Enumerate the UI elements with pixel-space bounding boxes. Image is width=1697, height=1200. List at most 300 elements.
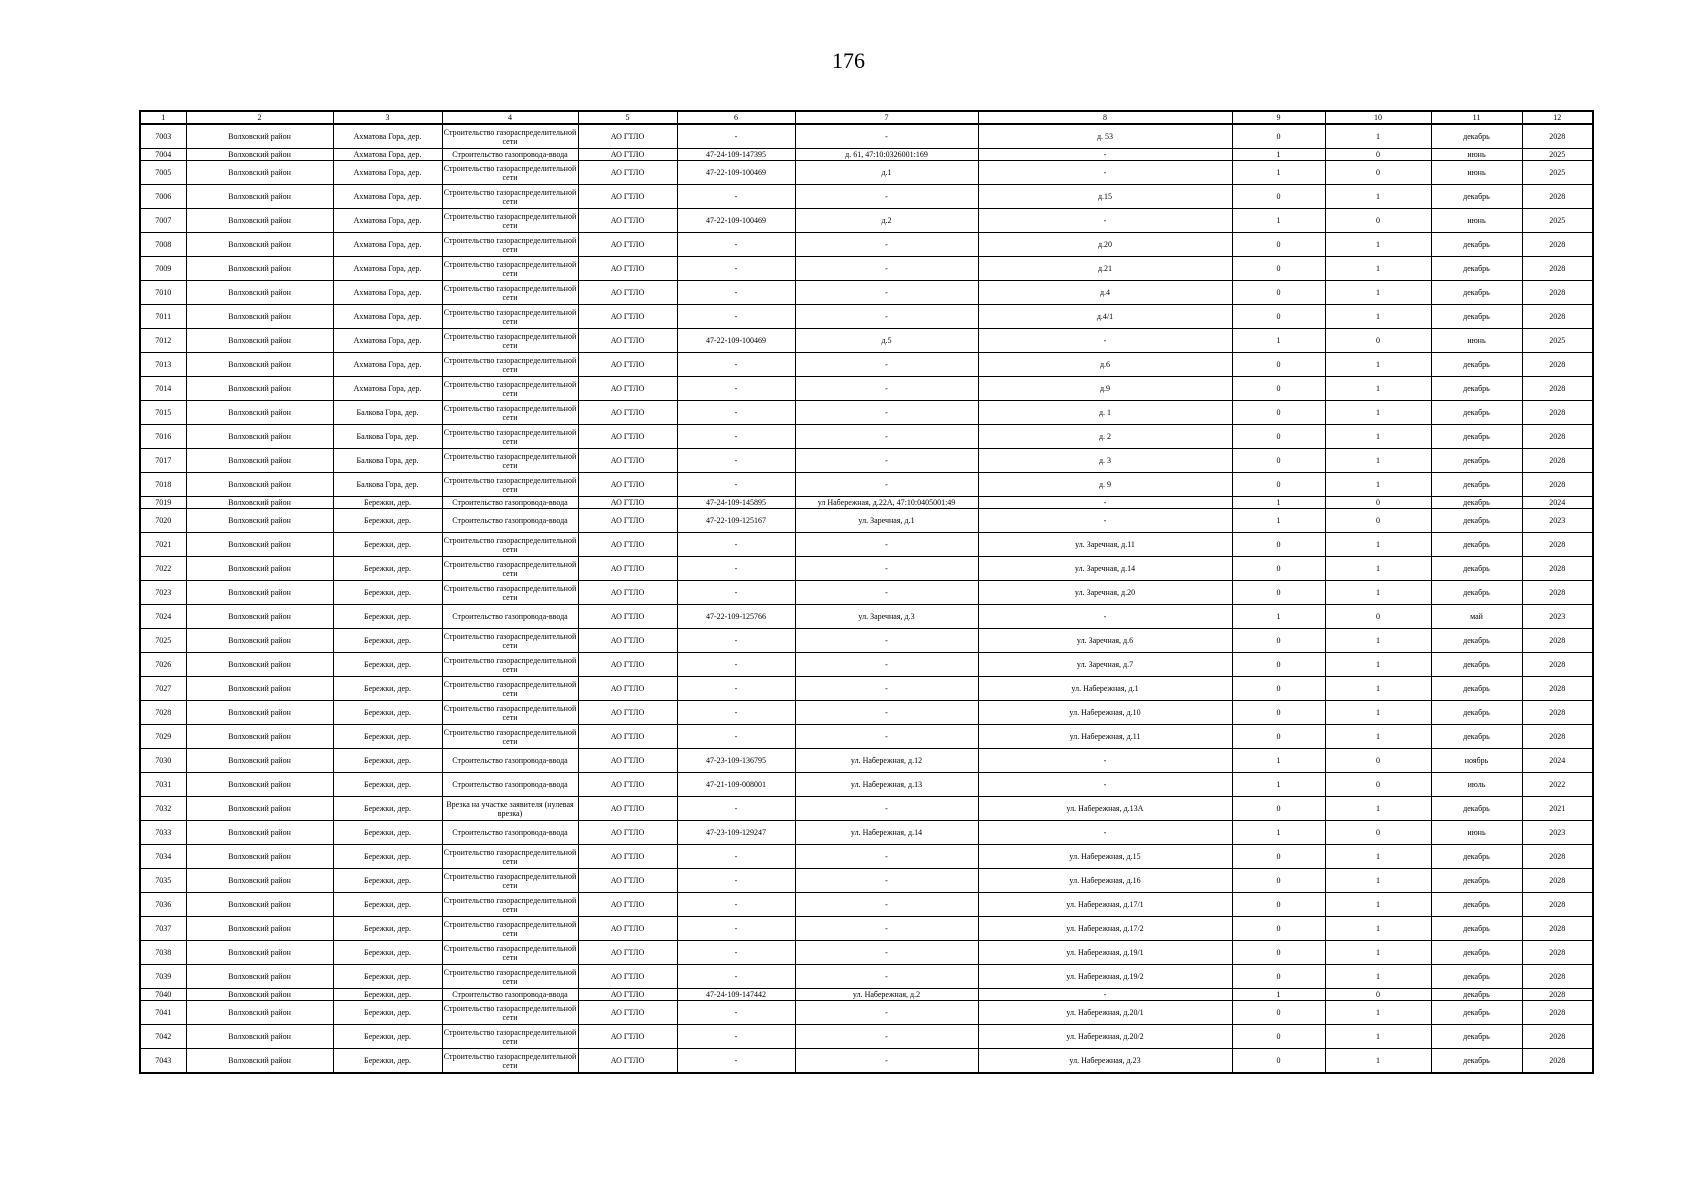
network-address-cell: ул. Набережная, д.16 [978, 869, 1232, 893]
table-row [140, 917, 1593, 941]
connection-address-cell: - [795, 893, 978, 917]
column-10-count-cell: 1 [1325, 1025, 1431, 1049]
row-number-cell: 7033 [140, 821, 186, 845]
organization-cell: АО ГТЛО [578, 941, 677, 965]
row-number-cell: 7008 [140, 233, 186, 257]
district-cell: Волховский район [186, 257, 333, 281]
column-9-count-cell: 1 [1232, 509, 1325, 533]
column-10-count-cell: 1 [1325, 473, 1431, 497]
column-10-count-cell: 0 [1325, 773, 1431, 797]
organization-cell: АО ГТЛО [578, 281, 677, 305]
district-cell: Волховский район [186, 581, 333, 605]
network-address-cell: - [978, 161, 1232, 185]
row-number-cell: 7014 [140, 377, 186, 401]
district-cell: Волховский район [186, 329, 333, 353]
organization-cell: АО ГТЛО [578, 725, 677, 749]
column-10-count-cell: 1 [1325, 1001, 1431, 1025]
column-9-count-cell: 0 [1232, 257, 1325, 281]
connection-address-cell: - [795, 965, 978, 989]
table-row [140, 965, 1593, 989]
year-cell: 2028 [1522, 917, 1593, 941]
connection-address-cell: - [795, 305, 978, 329]
district-cell: Волховский район [186, 124, 333, 149]
connection-address-cell: д. 61, 47:10:0326001:169 [795, 149, 978, 161]
column-10-count-cell: 1 [1325, 845, 1431, 869]
table-row [140, 209, 1593, 233]
organization-cell: АО ГТЛО [578, 677, 677, 701]
column-9-count-cell: 1 [1232, 749, 1325, 773]
network-address-cell: - [978, 329, 1232, 353]
district-cell: Волховский район [186, 989, 333, 1001]
row-number-cell: 7012 [140, 329, 186, 353]
column-9-count-cell: 0 [1232, 185, 1325, 209]
district-cell: Волховский район [186, 509, 333, 533]
organization-cell: АО ГТЛО [578, 845, 677, 869]
connection-address-cell: - [795, 869, 978, 893]
network-address-cell: д. 2 [978, 425, 1232, 449]
network-address-cell: ул. Набережная, д.20/1 [978, 1001, 1232, 1025]
application-number-cell: - [677, 845, 795, 869]
district-cell: Волховский район [186, 653, 333, 677]
district-cell: Волховский район [186, 209, 333, 233]
year-cell: 2028 [1522, 629, 1593, 653]
connection-address-cell: - [795, 701, 978, 725]
month-cell: декабрь [1431, 497, 1522, 509]
locality-cell: Бережки, дер. [333, 941, 442, 965]
year-cell: 2028 [1522, 401, 1593, 425]
year-cell: 2025 [1522, 149, 1593, 161]
month-cell: декабрь [1431, 124, 1522, 149]
column-10-count-cell: 1 [1325, 725, 1431, 749]
network-address-cell: - [978, 773, 1232, 797]
work-type-cell: Врезка на участке заявителя (нулевая врезка) [442, 797, 578, 821]
column-9-count-cell: 0 [1232, 1001, 1325, 1025]
locality-cell: Бережки, дер. [333, 893, 442, 917]
connection-address-cell: - [795, 725, 978, 749]
work-type-cell: Строительство газораспределительной сети [442, 353, 578, 377]
table-row [140, 749, 1593, 773]
organization-cell: АО ГТЛО [578, 989, 677, 1001]
column-9-count-cell: 0 [1232, 917, 1325, 941]
locality-cell: Ахматова Гора, дер. [333, 149, 442, 161]
year-cell: 2028 [1522, 677, 1593, 701]
locality-cell: Ахматова Гора, дер. [333, 281, 442, 305]
row-number-cell: 7030 [140, 749, 186, 773]
column-10-count-cell: 1 [1325, 305, 1431, 329]
locality-cell: Бережки, дер. [333, 629, 442, 653]
organization-cell: АО ГТЛО [578, 1001, 677, 1025]
connection-address-cell: ул Набережная, д.22А, 47:10:0405001:49 [795, 497, 978, 509]
column-10-count-cell: 0 [1325, 509, 1431, 533]
organization-cell: АО ГТЛО [578, 377, 677, 401]
locality-cell: Бережки, дер. [333, 581, 442, 605]
organization-cell: АО ГТЛО [578, 605, 677, 629]
work-type-cell: Строительство газораспределительной сети [442, 1025, 578, 1049]
row-number-cell: 7022 [140, 557, 186, 581]
organization-cell: АО ГТЛО [578, 425, 677, 449]
connection-address-cell: ул. Заречная, д.1 [795, 509, 978, 533]
column-9-count-cell: 0 [1232, 701, 1325, 725]
district-cell: Волховский район [186, 149, 333, 161]
row-number-cell: 7027 [140, 677, 186, 701]
row-number-cell: 7038 [140, 941, 186, 965]
column-9-count-cell: 1 [1232, 149, 1325, 161]
work-type-cell: Строительство газораспределительной сети [442, 725, 578, 749]
month-cell: декабрь [1431, 941, 1522, 965]
connection-address-cell: - [795, 1025, 978, 1049]
organization-cell: АО ГТЛО [578, 497, 677, 509]
row-number-cell: 7004 [140, 149, 186, 161]
column-10-count-cell: 0 [1325, 161, 1431, 185]
table-row [140, 869, 1593, 893]
column-9-count-cell: 0 [1232, 124, 1325, 149]
connection-address-cell: ул. Набережная, д.12 [795, 749, 978, 773]
network-address-cell: д.6 [978, 353, 1232, 377]
column-10-count-cell: 0 [1325, 149, 1431, 161]
application-number-cell: 47-22-109-100469 [677, 161, 795, 185]
year-cell: 2028 [1522, 701, 1593, 725]
year-cell: 2028 [1522, 1049, 1593, 1074]
district-cell: Волховский район [186, 449, 333, 473]
year-cell: 2028 [1522, 281, 1593, 305]
work-type-cell: Строительство газораспределительной сети [442, 845, 578, 869]
row-number-cell: 7035 [140, 869, 186, 893]
organization-cell: АО ГТЛО [578, 797, 677, 821]
column-9-count-cell: 0 [1232, 233, 1325, 257]
column-9-count-cell: 0 [1232, 533, 1325, 557]
column-header-8: 8 [978, 111, 1232, 124]
work-type-cell: Строительство газораспределительной сети [442, 1001, 578, 1025]
network-address-cell: ул. Набережная, д.17/2 [978, 917, 1232, 941]
organization-cell: АО ГТЛО [578, 161, 677, 185]
table-row [140, 449, 1593, 473]
district-cell: Волховский район [186, 1025, 333, 1049]
application-number-cell: 47-22-109-100469 [677, 209, 795, 233]
column-9-count-cell: 0 [1232, 941, 1325, 965]
connection-address-cell: - [795, 917, 978, 941]
connection-address-cell: - [795, 629, 978, 653]
column-9-count-cell: 0 [1232, 845, 1325, 869]
table-row [140, 161, 1593, 185]
locality-cell: Бережки, дер. [333, 965, 442, 989]
column-header-1: 1 [140, 111, 186, 124]
network-address-cell: - [978, 497, 1232, 509]
column-10-count-cell: 1 [1325, 677, 1431, 701]
work-type-cell: Строительство газораспределительной сети [442, 185, 578, 209]
month-cell: декабрь [1431, 557, 1522, 581]
work-type-cell: Строительство газораспределительной сети [442, 557, 578, 581]
organization-cell: АО ГТЛО [578, 557, 677, 581]
work-type-cell: Строительство газораспределительной сети [442, 377, 578, 401]
month-cell: декабрь [1431, 581, 1522, 605]
organization-cell: АО ГТЛО [578, 1049, 677, 1074]
network-address-cell: ул. Набережная, д.17/1 [978, 893, 1232, 917]
month-cell: декабрь [1431, 401, 1522, 425]
connection-address-cell: - [795, 677, 978, 701]
network-address-cell: ул. Набережная, д.19/1 [978, 941, 1232, 965]
work-type-cell: Строительство газораспределительной сети [442, 869, 578, 893]
year-cell: 2025 [1522, 161, 1593, 185]
table-row [140, 725, 1593, 749]
network-address-cell: ул. Набережная, д.15 [978, 845, 1232, 869]
column-9-count-cell: 1 [1232, 161, 1325, 185]
table-row [140, 425, 1593, 449]
row-number-cell: 7029 [140, 725, 186, 749]
month-cell: декабрь [1431, 353, 1522, 377]
locality-cell: Ахматова Гора, дер. [333, 161, 442, 185]
application-number-cell: - [677, 185, 795, 209]
column-10-count-cell: 1 [1325, 893, 1431, 917]
locality-cell: Ахматова Гора, дер. [333, 185, 442, 209]
table-row [140, 533, 1593, 557]
district-cell: Волховский район [186, 605, 333, 629]
month-cell: декабрь [1431, 725, 1522, 749]
application-number-cell: - [677, 941, 795, 965]
column-10-count-cell: 0 [1325, 821, 1431, 845]
month-cell: июнь [1431, 161, 1522, 185]
connection-address-cell: - [795, 257, 978, 281]
locality-cell: Бережки, дер. [333, 845, 442, 869]
column-9-count-cell: 1 [1232, 989, 1325, 1001]
locality-cell: Бережки, дер. [333, 797, 442, 821]
column-10-count-cell: 0 [1325, 497, 1431, 509]
row-number-cell: 7039 [140, 965, 186, 989]
organization-cell: АО ГТЛО [578, 917, 677, 941]
organization-cell: АО ГТЛО [578, 749, 677, 773]
network-address-cell: - [978, 149, 1232, 161]
column-10-count-cell: 1 [1325, 401, 1431, 425]
row-number-cell: 7006 [140, 185, 186, 209]
year-cell: 2023 [1522, 821, 1593, 845]
table-row [140, 233, 1593, 257]
district-cell: Волховский район [186, 233, 333, 257]
month-cell: декабрь [1431, 653, 1522, 677]
locality-cell: Бережки, дер. [333, 1001, 442, 1025]
locality-cell: Бережки, дер. [333, 1049, 442, 1074]
locality-cell: Бережки, дер. [333, 773, 442, 797]
column-9-count-cell: 0 [1232, 401, 1325, 425]
year-cell: 2028 [1522, 185, 1593, 209]
organization-cell: АО ГТЛО [578, 701, 677, 725]
column-9-count-cell: 0 [1232, 425, 1325, 449]
month-cell: ноябрь [1431, 749, 1522, 773]
locality-cell: Ахматова Гора, дер. [333, 209, 442, 233]
row-number-cell: 7019 [140, 497, 186, 509]
network-address-cell: - [978, 989, 1232, 1001]
year-cell: 2024 [1522, 749, 1593, 773]
organization-cell: АО ГТЛО [578, 329, 677, 353]
district-cell: Волховский район [186, 1049, 333, 1074]
month-cell: июль [1431, 773, 1522, 797]
row-number-cell: 7040 [140, 989, 186, 1001]
district-cell: Волховский район [186, 557, 333, 581]
column-10-count-cell: 1 [1325, 869, 1431, 893]
district-cell: Волховский район [186, 797, 333, 821]
month-cell: декабрь [1431, 1025, 1522, 1049]
network-address-cell: д.9 [978, 377, 1232, 401]
connection-address-cell: д.2 [795, 209, 978, 233]
year-cell: 2023 [1522, 509, 1593, 533]
row-number-cell: 7025 [140, 629, 186, 653]
column-header-12: 12 [1522, 111, 1593, 124]
application-number-cell: - [677, 677, 795, 701]
year-cell: 2028 [1522, 965, 1593, 989]
month-cell: декабрь [1431, 965, 1522, 989]
organization-cell: АО ГТЛО [578, 149, 677, 161]
column-10-count-cell: 1 [1325, 965, 1431, 989]
application-number-cell: - [677, 557, 795, 581]
locality-cell: Балкова Гора, дер. [333, 449, 442, 473]
application-number-cell: - [677, 233, 795, 257]
network-address-cell: ул. Заречная, д.20 [978, 581, 1232, 605]
district-cell: Волховский район [186, 869, 333, 893]
locality-cell: Бережки, дер. [333, 533, 442, 557]
column-9-count-cell: 1 [1232, 821, 1325, 845]
locality-cell: Ахматова Гора, дер. [333, 305, 442, 329]
application-number-cell: - [677, 425, 795, 449]
application-number-cell: - [677, 893, 795, 917]
table-row [140, 377, 1593, 401]
application-number-cell: - [677, 124, 795, 149]
network-address-cell: - [978, 209, 1232, 233]
column-10-count-cell: 1 [1325, 353, 1431, 377]
connection-address-cell: ул. Набережная, д.14 [795, 821, 978, 845]
locality-cell: Бережки, дер. [333, 821, 442, 845]
year-cell: 2028 [1522, 449, 1593, 473]
connection-address-cell: - [795, 1001, 978, 1025]
application-number-cell: - [677, 653, 795, 677]
row-number-cell: 7028 [140, 701, 186, 725]
table-row [140, 1001, 1593, 1025]
work-type-cell: Строительство газопровода-ввода [442, 149, 578, 161]
connection-address-cell: - [795, 401, 978, 425]
district-cell: Волховский район [186, 281, 333, 305]
work-type-cell: Строительство газораспределительной сети [442, 653, 578, 677]
connection-address-cell: - [795, 377, 978, 401]
column-9-count-cell: 0 [1232, 965, 1325, 989]
network-address-cell: ул. Заречная, д.11 [978, 533, 1232, 557]
column-9-count-cell: 0 [1232, 797, 1325, 821]
work-type-cell: Строительство газораспределительной сети [442, 1049, 578, 1074]
locality-cell: Бережки, дер. [333, 989, 442, 1001]
district-cell: Волховский район [186, 965, 333, 989]
work-type-cell: Строительство газопровода-ввода [442, 989, 578, 1001]
column-9-count-cell: 1 [1232, 605, 1325, 629]
district-cell: Волховский район [186, 533, 333, 557]
year-cell: 2025 [1522, 209, 1593, 233]
locality-cell: Бережки, дер. [333, 653, 442, 677]
district-cell: Волховский район [186, 353, 333, 377]
column-header-3: 3 [333, 111, 442, 124]
row-number-cell: 7005 [140, 161, 186, 185]
year-cell: 2023 [1522, 605, 1593, 629]
column-9-count-cell: 0 [1232, 473, 1325, 497]
locality-cell: Ахматова Гора, дер. [333, 233, 442, 257]
connection-address-cell: ул. Набережная, д.13 [795, 773, 978, 797]
month-cell: декабрь [1431, 185, 1522, 209]
network-address-cell: д. 1 [978, 401, 1232, 425]
organization-cell: АО ГТЛО [578, 401, 677, 425]
district-cell: Волховский район [186, 821, 333, 845]
column-9-count-cell: 0 [1232, 557, 1325, 581]
column-9-count-cell: 1 [1232, 497, 1325, 509]
organization-cell: АО ГТЛО [578, 893, 677, 917]
table-row [140, 989, 1593, 1001]
column-9-count-cell: 0 [1232, 653, 1325, 677]
organization-cell: АО ГТЛО [578, 449, 677, 473]
table-row [140, 497, 1593, 509]
table-row [140, 149, 1593, 161]
column-9-count-cell: 0 [1232, 377, 1325, 401]
row-number-cell: 7003 [140, 124, 186, 149]
column-header-4: 4 [442, 111, 578, 124]
row-number-cell: 7034 [140, 845, 186, 869]
table-row [140, 677, 1593, 701]
network-address-cell: - [978, 821, 1232, 845]
month-cell: декабрь [1431, 869, 1522, 893]
table-row [140, 509, 1593, 533]
network-address-cell: ул. Набережная, д.11 [978, 725, 1232, 749]
district-cell: Волховский район [186, 629, 333, 653]
organization-cell: АО ГТЛО [578, 773, 677, 797]
connection-address-cell: - [795, 581, 978, 605]
column-10-count-cell: 1 [1325, 281, 1431, 305]
district-cell: Волховский район [186, 185, 333, 209]
month-cell: декабрь [1431, 797, 1522, 821]
year-cell: 2028 [1522, 377, 1593, 401]
connection-address-cell: д.1 [795, 161, 978, 185]
table-row [140, 329, 1593, 353]
connection-address-cell: ул. Набережная, д.2 [795, 989, 978, 1001]
network-address-cell: д.15 [978, 185, 1232, 209]
column-10-count-cell: 1 [1325, 917, 1431, 941]
connection-address-cell: д.5 [795, 329, 978, 353]
organization-cell: АО ГТЛО [578, 209, 677, 233]
district-cell: Волховский район [186, 401, 333, 425]
application-number-cell: - [677, 1001, 795, 1025]
work-type-cell: Строительство газораспределительной сети [442, 209, 578, 233]
table-row [140, 773, 1593, 797]
year-cell: 2021 [1522, 797, 1593, 821]
organization-cell: АО ГТЛО [578, 353, 677, 377]
application-number-cell: - [677, 1025, 795, 1049]
work-type-cell: Строительство газораспределительной сети [442, 449, 578, 473]
connection-address-cell: - [795, 473, 978, 497]
network-address-cell: ул. Заречная, д.6 [978, 629, 1232, 653]
table-row [140, 473, 1593, 497]
year-cell: 2028 [1522, 989, 1593, 1001]
work-type-cell: Строительство газораспределительной сети [442, 401, 578, 425]
connection-address-cell: - [795, 1049, 978, 1074]
column-9-count-cell: 0 [1232, 449, 1325, 473]
month-cell: декабрь [1431, 425, 1522, 449]
column-9-count-cell: 0 [1232, 581, 1325, 605]
month-cell: декабрь [1431, 473, 1522, 497]
month-cell: июнь [1431, 149, 1522, 161]
row-number-cell: 7041 [140, 1001, 186, 1025]
district-cell: Волховский район [186, 677, 333, 701]
table-row [140, 797, 1593, 821]
month-cell: декабрь [1431, 305, 1522, 329]
month-cell: декабрь [1431, 233, 1522, 257]
column-10-count-cell: 0 [1325, 209, 1431, 233]
district-cell: Волховский район [186, 917, 333, 941]
district-cell: Волховский район [186, 473, 333, 497]
month-cell: декабрь [1431, 917, 1522, 941]
work-type-cell: Строительство газопровода-ввода [442, 605, 578, 629]
row-number-cell: 7011 [140, 305, 186, 329]
organization-cell: АО ГТЛО [578, 185, 677, 209]
